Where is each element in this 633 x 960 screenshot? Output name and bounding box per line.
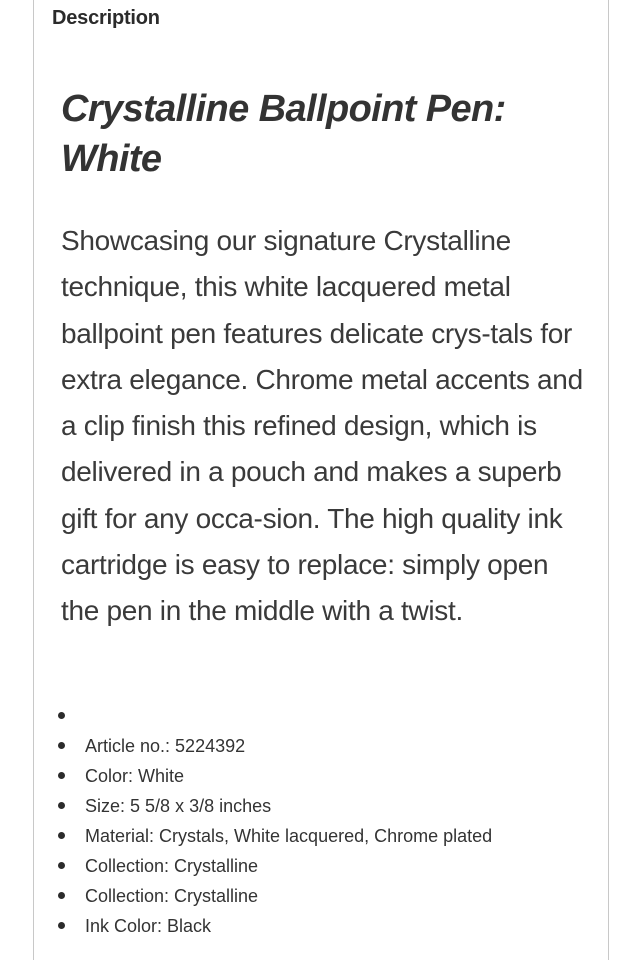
bullet-icon — [58, 922, 65, 929]
product-description: Showcasing our signature Crystalline technique, this white lacquered metal ballpoint pen features delicate crys-tals for extra elegance. Chrome metal accents and a clip finish this refined design, which is delivered in a pouch and makes a superb gift for any occa-sion. The high quality ink cartridge is easy to replace: simply open the pen in the middle with a twist. — [61, 225, 583, 627]
spec-item-collection — [34, 881, 594, 911]
spec-item-collection — [34, 851, 594, 881]
spec-item-ink-color — [34, 911, 594, 941]
spec-label: Material: — [85, 826, 155, 846]
product-title: Crystalline Ballpoint Pen: White — [61, 88, 506, 180]
description-panel — [33, 0, 609, 960]
spec-label: Collection: — [85, 856, 170, 876]
spec-item-material — [34, 821, 594, 851]
spec-value: Crystalline — [174, 886, 259, 906]
spec-value: 5224392 — [175, 736, 246, 756]
spec-label: Size: — [85, 796, 126, 816]
bullet-icon — [58, 832, 65, 839]
spec-item-empty — [34, 701, 594, 731]
spec-list — [34, 701, 594, 941]
spec-item-size — [34, 791, 594, 821]
bullet-icon — [58, 772, 65, 779]
spec-value: White — [138, 766, 185, 786]
bullet-icon — [58, 712, 65, 719]
spec-value: Crystalline — [174, 856, 259, 876]
bullet-icon — [58, 802, 65, 809]
spec-value: Crystals, White lacquered, Chrome plated — [159, 826, 493, 846]
bullet-icon — [58, 862, 65, 869]
section-header: Description — [52, 7, 160, 29]
spec-value: Black — [167, 916, 212, 936]
spec-label: Article no.: — [85, 736, 171, 756]
spec-label: Ink Color: — [85, 916, 163, 936]
spec-label: Collection: — [85, 886, 170, 906]
bullet-icon — [58, 742, 65, 749]
spec-label: Color: — [85, 766, 134, 786]
bullet-icon — [58, 892, 65, 899]
spec-item-color — [34, 761, 594, 791]
spec-item-article-no — [34, 731, 594, 761]
spec-value: 5 5/8 x 3/8 inches — [130, 796, 272, 816]
